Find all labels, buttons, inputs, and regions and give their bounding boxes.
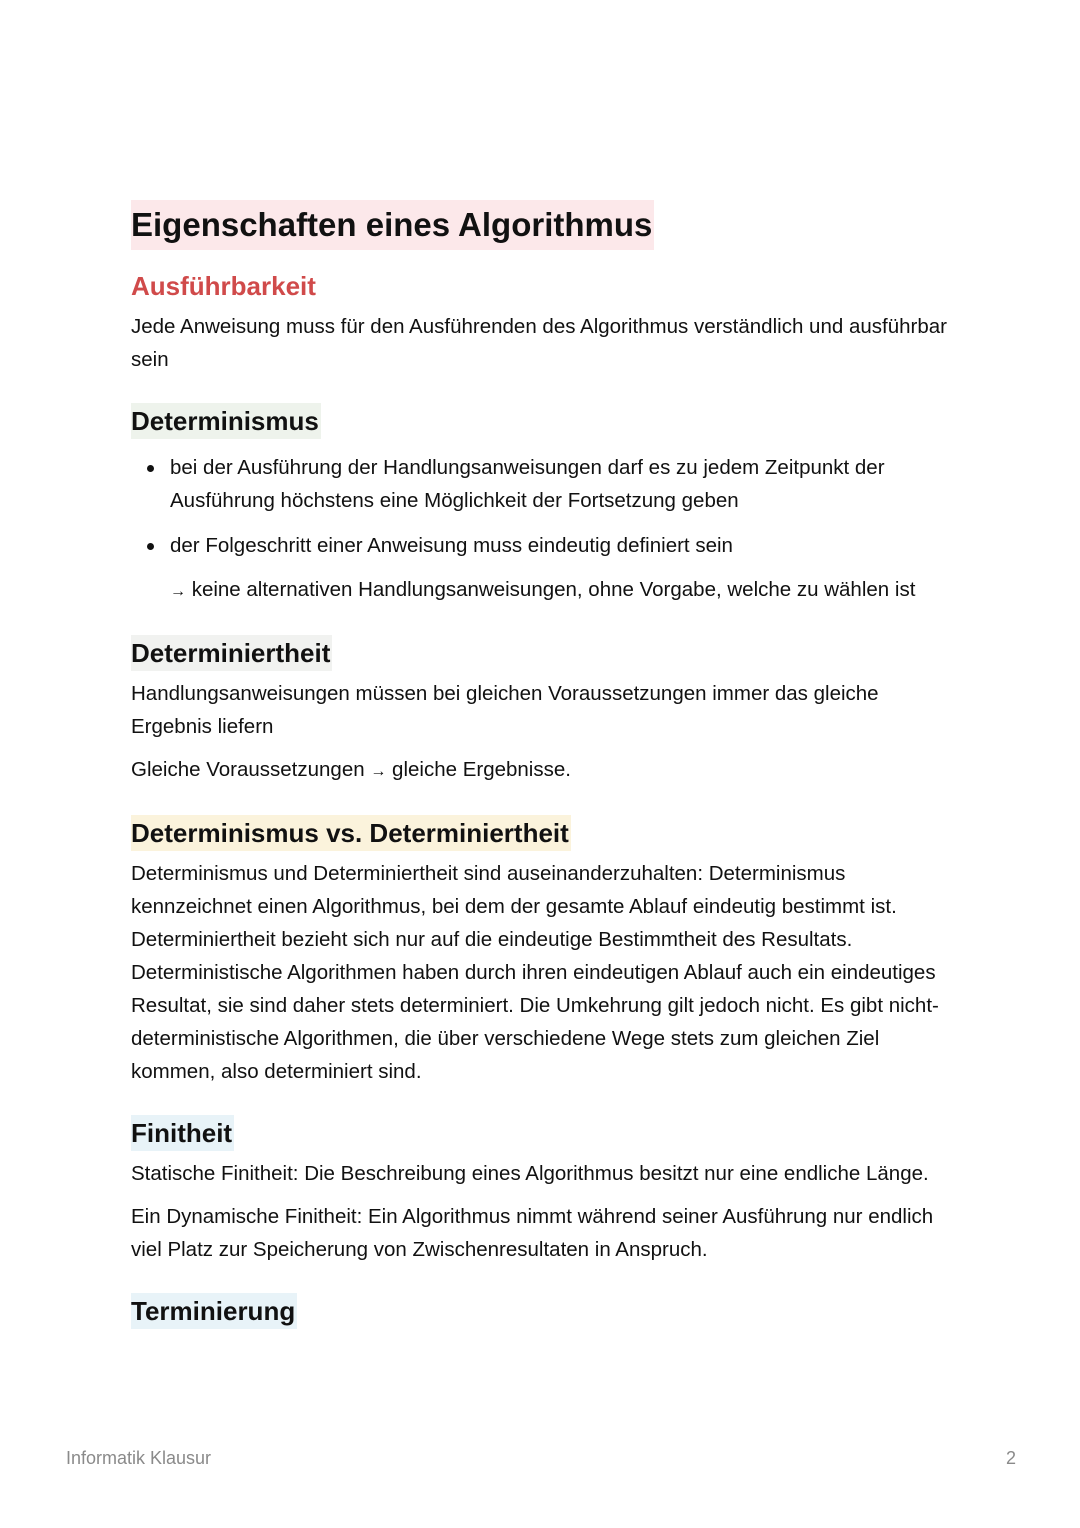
footer-title: Informatik Klausur (66, 1448, 212, 1468)
heading-terminierung: Terminierung (131, 1293, 297, 1329)
note-text: keine alternativen Handlungsanweisungen, ohne Vorgabe, welche zu wählen ist (191, 578, 916, 601)
text-vergleich: Determinismus und Determiniertheit sind auseinanderzuhalten: Determinismus kennzeichnet einen Algorithmus, bei dem der gesamte Ablauf eindeutig bestimmt ist. Determiniertheit bezieht sich nur auf die eindeutige Bestimmtheit des Resultats. Deterministische Algorithmen haben durch ihren eindeutigen Ablauf auch ein eindeutiges Resultat, sie sind daher stets determiniert. Die Umkehrung gilt jedoch nicht. Es gibt nicht- deterministische Algorithmen, die über verschiedene Wege stets zum gleichen Ziel kommen, also determiniert sind. (131, 862, 939, 1083)
summary-left: Gleiche Voraussetzungen (131, 758, 365, 781)
section-terminierung (131, 1293, 951, 1329)
determinismus-list (131, 451, 951, 562)
heading-determiniertheit: Determiniertheit (131, 635, 332, 671)
heading-ausfuehrbarkeit: Ausführbarkeit (131, 271, 316, 301)
section-ausfuehrbarkeit (131, 268, 951, 376)
arrow-icon: → (170, 583, 186, 600)
determiniertheit-summary (131, 753, 951, 788)
list-item: der Folgeschritt einer Anweisung muss eindeutig definiert sein (131, 529, 951, 562)
heading-vergleich: Determinismus vs. Determiniertheit (131, 815, 571, 851)
summary-right: gleiche Ergebnisse. (392, 758, 571, 781)
section-vergleich (131, 815, 951, 1088)
heading-determinismus: Determinismus (131, 403, 321, 439)
text-dynamic-finitheit: Ein Dynamische Finitheit: Ein Algorithmus nimmt während seiner Ausführung nur endlich viel Platz zur Speicherung von Zwischenresultaten in Anspruch. (131, 1205, 934, 1261)
document-body (131, 200, 951, 1329)
page-title: Eigenschaften eines Algorithmus (131, 200, 654, 250)
text-ausfuehrbarkeit: Jede Anweisung muss für den Ausführenden des Algorithmus verständlich und ausführbar sein (131, 315, 947, 371)
section-finitheit (131, 1115, 951, 1266)
section-determiniertheit (131, 635, 951, 788)
section-determinismus (131, 403, 951, 608)
list-item: bei der Ausführung der Handlungsanweisungen darf es zu jedem Zeitpunkt der Ausführung höchstens eine Möglichkeit der Fortsetzung geben (131, 451, 951, 517)
text-determiniertheit: Handlungsanweisungen müssen bei gleichen Voraussetzungen immer das gleiche Ergebnis liefern (131, 682, 879, 738)
determinismus-note (131, 573, 951, 608)
heading-finitheit: Finitheit (131, 1115, 234, 1151)
page-number: 2 (1005, 1448, 1016, 1468)
arrow-icon: → (370, 763, 387, 780)
text-static-finitheit: Statische Finitheit: Die Beschreibung eines Algorithmus besitzt nur eine endliche Länge. (131, 1162, 929, 1185)
